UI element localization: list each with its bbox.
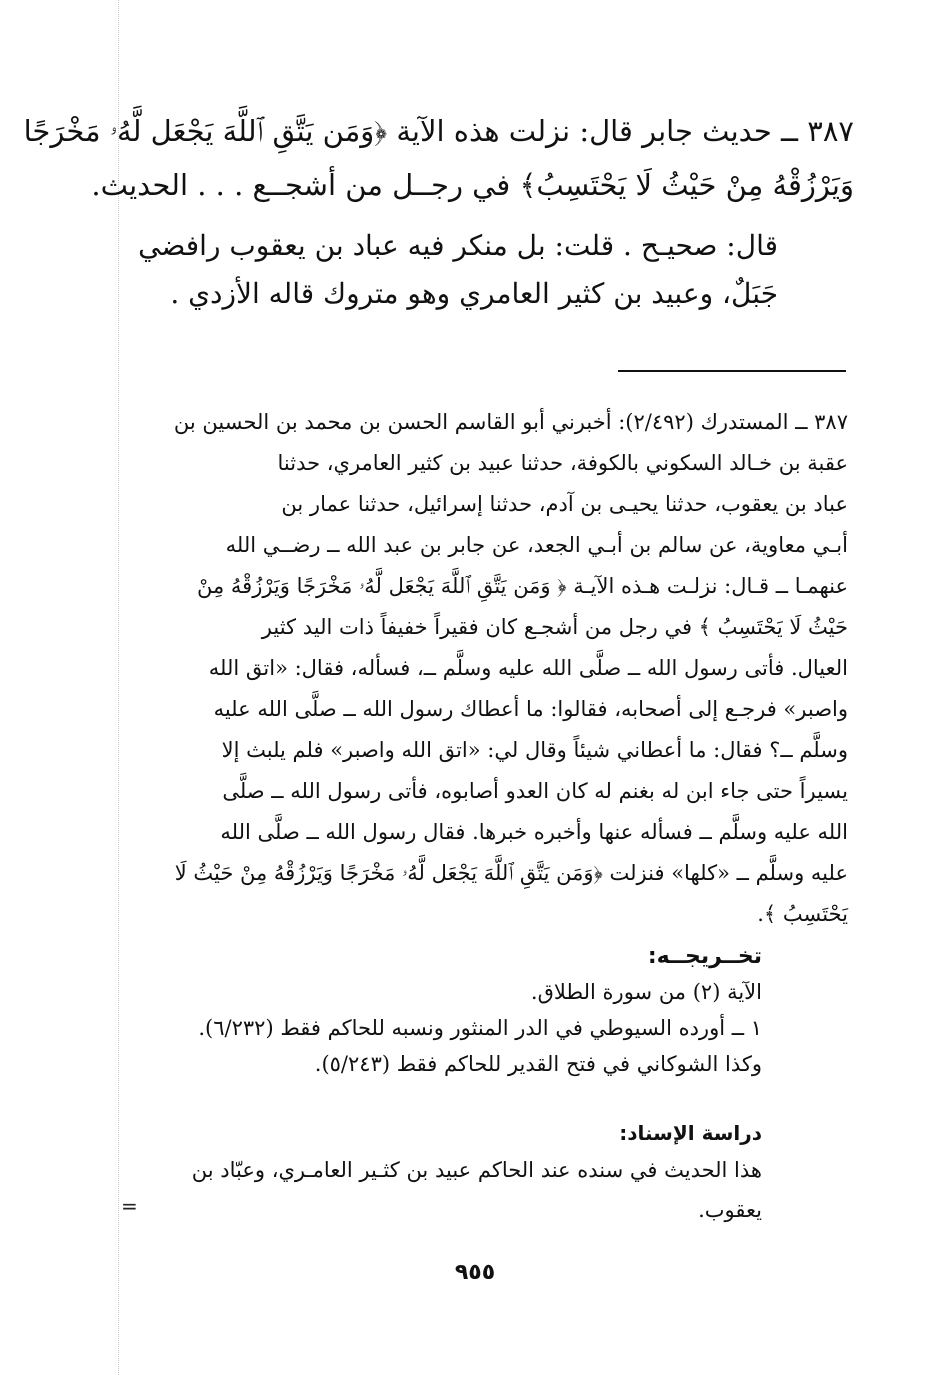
main-entry (23, 104, 854, 212)
judgement-line-2: جَبَلٌ، وعبيد بن كثير العامري وهو متروك قاله الأزدي . (170, 277, 778, 310)
footnote-line: ٣٨٧ ــ المستدرك (٢/٤٩٢): أخبرني أبو القاسم الحسن بن محمد بن الحسين بن (173, 410, 848, 434)
footnote-line: واصبر» فرجـع إلى أصحابه، فقالوا: ما أعطاك رسول الله ــ صلَّى الله عليه (213, 697, 848, 721)
main-line-2: وَيَرْزُقْهُ مِنْ حَيْثُ لَا يَحْتَسِبُ﴾ في رجــل من أشجــع . . . الحديث. (91, 168, 854, 202)
footnote-line: العيال. فأتى رسول الله ــ صلَّى الله عليه وسلَّم ــ، فسأله، فقال: «اتق الله (208, 656, 848, 680)
takhrij-line: ١ ــ أورده السيوطي في الدر المنثور ونسبه للحاكم فقط (٦/٢٣٢). (198, 1016, 762, 1040)
margin-mark: = (121, 1194, 138, 1218)
judgement-line-1: قال: صحيـح . قلت: بل منكر فيه عباد بن يعقوب رافضي (138, 229, 778, 262)
footnote-line: الله عليه وسلَّم ــ فسأله عنها وأخبره خبرها. فقال رسول الله ــ صلَّى الله (220, 820, 848, 844)
footnote-source (148, 402, 848, 935)
footnote-line: يَحْتَسِبُ ﴾. (757, 902, 848, 926)
footnote-line: عليه وسلَّم ــ «كلها» فنزلت ﴿وَمَن يَتَّقِ ٱللَّهَ يَجْعَل لَّهُۥ مَخْرَجًا وَيَرْزُقْهُ مِنْ حَيْثُ لَا (174, 861, 848, 885)
footnote-separator (618, 370, 846, 372)
footnote-line: وسلَّم ــ؟ فقال: ما أعطاني شيئاً وقال لي: «اتق الله واصبر» فلم يلبث إلا (221, 738, 848, 762)
footnote-line: يسيراً حتى جاء ابن له بغنم له كان العدو أصابوه، فأتى رسول الله ــ صلَّى (222, 779, 848, 803)
footnote-line: عباد بن يعقوب، حدثنا يحيـى بن آدم، حدثنا إسرائيل، حدثنا عمار بن (281, 492, 848, 516)
judgement-block (138, 222, 778, 318)
page-number: ٩٥٥ (454, 1260, 496, 1285)
takhrij-section (142, 940, 762, 1082)
footnote-line: عقبة بن خـالد السكوني بالكوفة، حدثنا عبيد بن كثير العامري، حدثنا (277, 451, 848, 475)
takhrij-line: الآية (٢) من سورة الطلاق. (530, 980, 762, 1004)
takhrij-heading: تخــريجــه: (647, 944, 762, 969)
isnad-study-heading: دراسة الإسناد: (619, 1121, 762, 1145)
footnote-line: حَيْثُ لَا يَحْتَسِبُ ﴾ في رجل من أشجـع كان فقيراً خفيفاً ذات اليد كثير (261, 615, 848, 639)
main-line-1: ٣٨٧ ــ حديث جابر قال: نزلت هذه الآية ﴿وَمَن يَتَّقِ ٱللَّهَ يَجْعَل لَّهُۥ مَخْرَجًا (23, 114, 854, 148)
isnad-study-section (122, 1116, 762, 1230)
isnad-study-line: هذا الحديث في سنده عند الحاكم عبيد بن كثـير العامـري، وعبّاد بن (191, 1158, 762, 1182)
isnad-study-line: يعقوب. (698, 1198, 762, 1222)
footnote-line: عنهمـا ــ قـال: نزلـت هـذه الآيـة ﴿ وَمَن يَتَّقِ ٱللَّهَ يَجْعَل لَّهُۥ مَخْرَجًا وَيَرْزُقْهُ مِنْ (197, 574, 848, 598)
takhrij-line: وكذا الشوكاني في فتح القدير للحاكم فقط (٥/٢٤٣). (314, 1052, 762, 1076)
footnote-line: أبـي معاوية، عن سالم بن أبـي الجعد، عن جابر بن عبد الله ــ رضــي الله (225, 533, 848, 557)
